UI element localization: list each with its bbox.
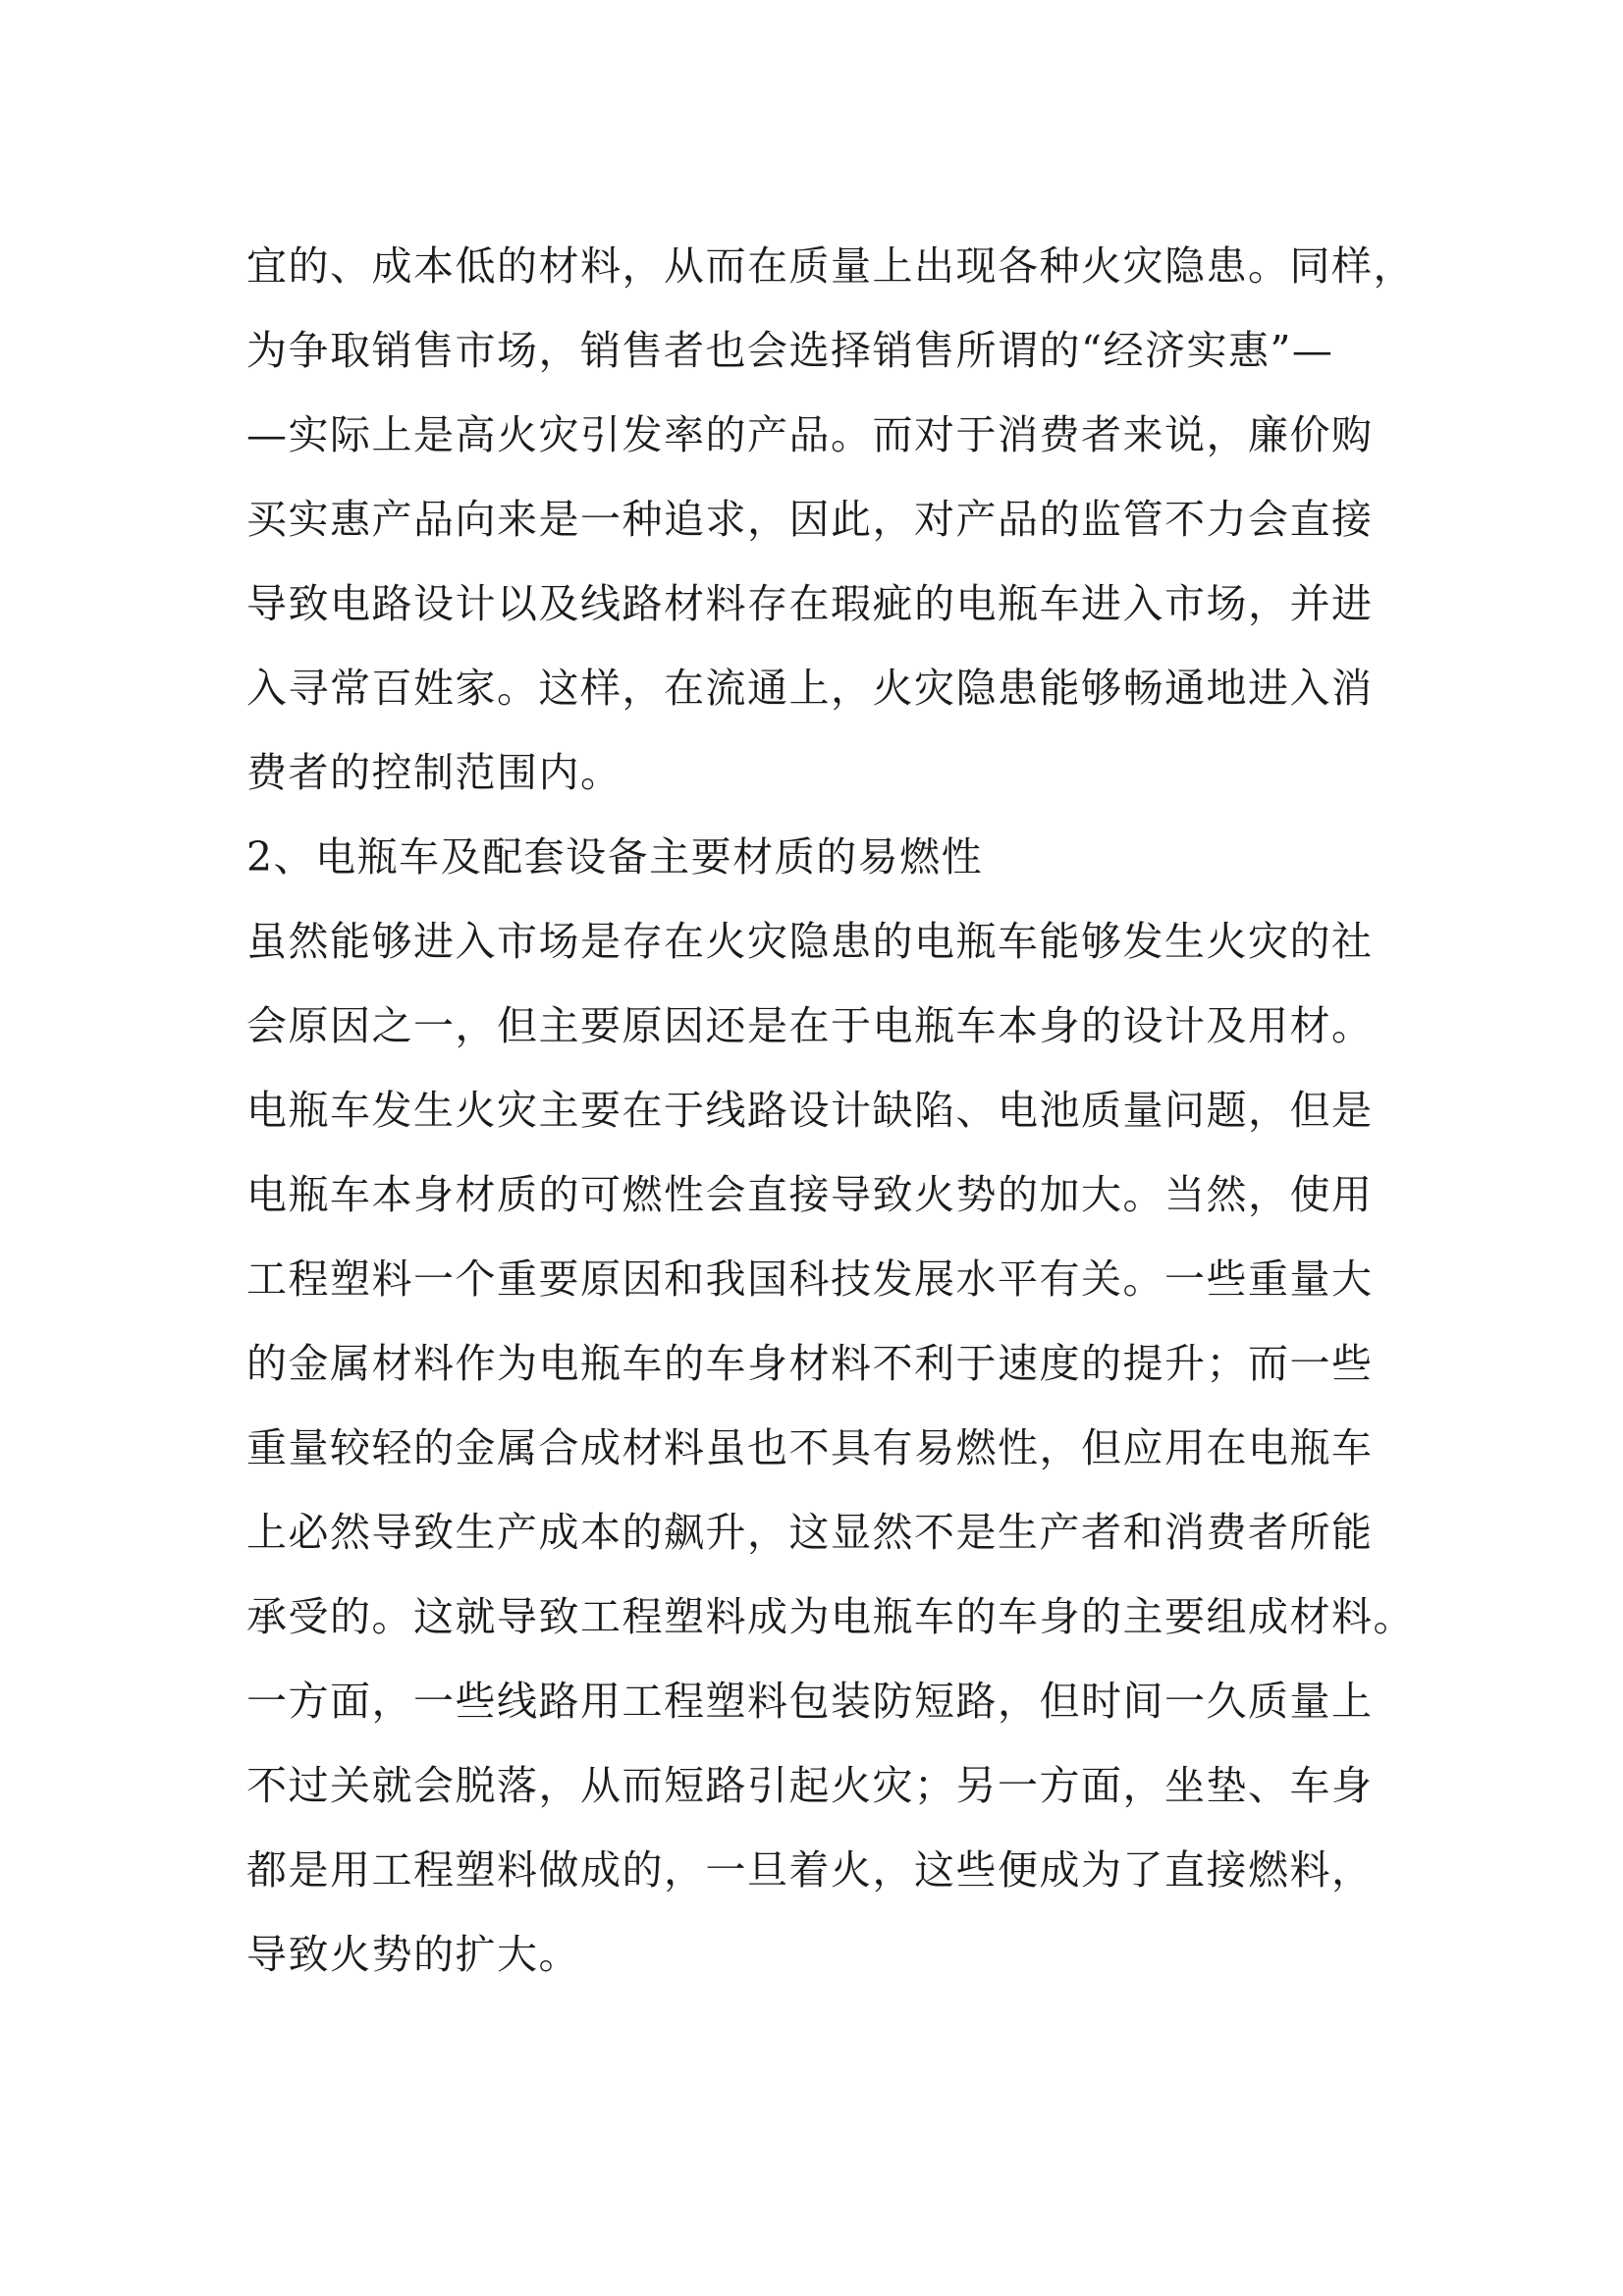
text-line: 入寻常百姓家。这样，在流通上，火灾隐患能够畅通地进入消 [246, 665, 1374, 712]
text-line: 电瓶车本身材质的可燃性会直接导致火势的加大。当然，使用 [246, 1171, 1374, 1218]
text-line: 承受的。这就导致工程塑料成为电瓶车的车身的主要组成材料。 [246, 1593, 1415, 1640]
text-line: 宜的、成本低的材料，从而在质量上出现各种火灾隐患。同样， [246, 242, 1415, 290]
text-line: 都是用工程塑料做成的，一旦着火，这些便成为了直接燃料， [246, 1846, 1374, 1894]
text-line: 买实惠产品向来是一种追求，因此，对产品的监管不力会直接 [246, 496, 1374, 543]
section-heading: 2、电瓶车及配套设备主要材质的易燃性 [246, 833, 984, 881]
text-line: 会原因之一，但主要原因还是在于电瓶车本身的设计及用材。 [246, 1002, 1374, 1049]
text-line: —实际上是高火灾引发率的产品。而对于消费者来说，廉价购 [246, 411, 1374, 458]
text-line: 导致电路设计以及线路材料存在瑕疵的电瓶车进入市场，并进 [246, 580, 1374, 627]
text-line: 电瓶车发生火灾主要在于线路设计缺陷、电池质量问题，但是 [246, 1087, 1374, 1134]
text-line: 上必然导致生产成本的飙升，这显然不是生产者和消费者所能 [246, 1509, 1374, 1556]
text-line: 为争取销售市场，销售者也会选择销售所谓的“经济实惠”— [246, 327, 1334, 374]
text-line: 不过关就会脱落，从而短路引起火灾；另一方面，坐垫、车身 [246, 1762, 1374, 1809]
text-line: 一方面，一些线路用工程塑料包装防短路，但时间一久质量上 [246, 1678, 1374, 1725]
text-line: 费者的控制范围内。 [246, 749, 622, 796]
text-line: 导致火势的扩大。 [246, 1931, 580, 1978]
text-line: 重量较轻的金属合成材料虽也不具有易燃性，但应用在电瓶车 [246, 1424, 1374, 1471]
text-line: 的金属材料作为电瓶车的车身材料不利于速度的提升；而一些 [246, 1340, 1374, 1387]
text-line: 虽然能够进入市场是存在火灾隐患的电瓶车能够发生火灾的社 [246, 918, 1374, 965]
body-text [246, 224, 1415, 1997]
text-line: 工程塑料一个重要原因和我国科技发展水平有关。一些重量大 [246, 1255, 1374, 1303]
